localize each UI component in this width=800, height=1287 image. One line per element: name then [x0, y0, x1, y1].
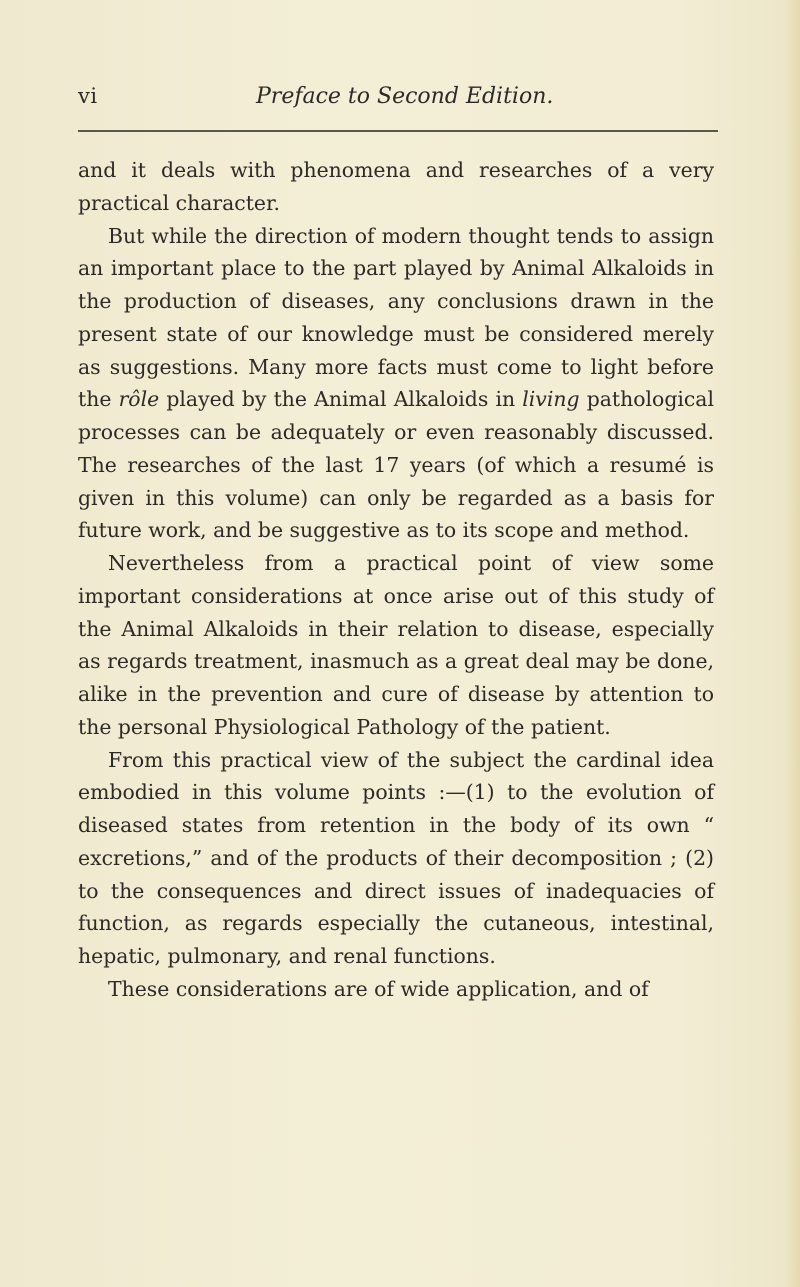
header-rule	[78, 130, 718, 132]
paragraph-continuation: and it deals with phenomena and researches of a very practical character.	[78, 158, 714, 215]
body-text	[78, 154, 714, 1006]
page-header	[78, 82, 718, 118]
page-edge-shadow	[786, 0, 800, 1287]
paragraph-text: But while the direction of modern thought tends to assign an important place to the part played by Animal Alkaloids in the production of diseases, any conclusions drawn in the present state of our knowledge must be considered merely as suggestions. Many more facts must come to light before the	[78, 223, 714, 412]
paragraph-text: played by the Animal Alkaloids in	[159, 387, 523, 412]
paragraph-practical-view: From this practical view of the subject the cardinal idea embodied in this volume points :—(1) to the evolution of diseased states from retention in the body of its own “ excretions,” and of the products of their decomposition ; (2) to the consequences and direct issues of inadequacies of function, as regards especially the cutaneous, intestinal, hepatic, pulmonary, and renal functions.	[78, 747, 714, 968]
page-number: vi	[78, 84, 98, 108]
paragraph-nevertheless: Nevertheless from a practical point of view some important considerations at once arise out of this study of the Animal Alkaloids in their relation to disease, especially as regards treatment, inasmuch as a great deal may be done, alike in the prevention and cure of disease by attention to the personal Physiological Pathology of the patient.	[78, 551, 714, 739]
paragraph-text: pathological processes can be adequately or even reasonably discussed. The researches of the last 17 years (of which a resumé is given in this volume) can only be regarded as a basis for future work, and be suggestive as to its scope and method.	[78, 387, 714, 543]
paragraph-considerations: These considerations are of wide application, and of	[108, 976, 649, 1001]
italic-role: rôle	[118, 387, 160, 412]
running-title: Preface to Second Edition.	[256, 84, 554, 109]
italic-living: living	[522, 387, 580, 412]
paragraph-modern-thought	[78, 220, 714, 548]
